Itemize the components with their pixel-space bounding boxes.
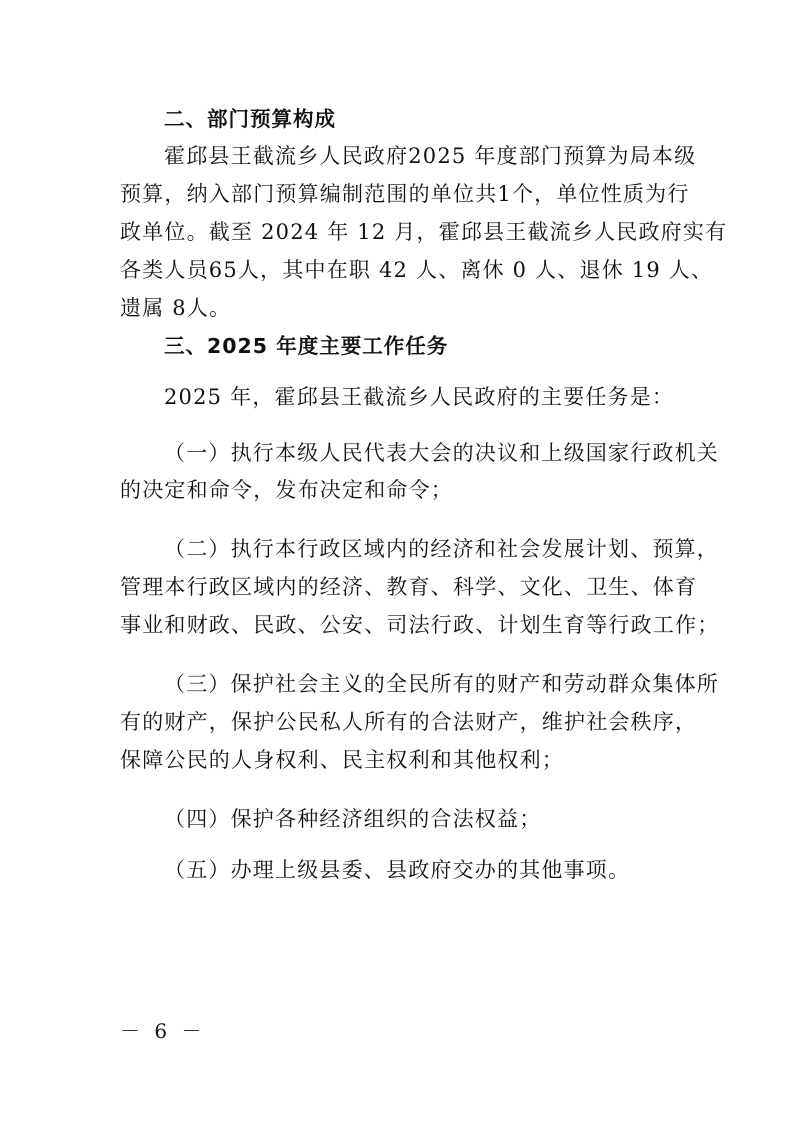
paragraph-line: 遗属 8人。 bbox=[120, 296, 232, 320]
task-item-1-line: 的决定和命令，发布决定和命令； bbox=[120, 478, 453, 502]
task-item-2-line: 管理本行政区域内的经济、教育、科学、文化、卫生、体育 bbox=[120, 575, 698, 599]
task-item-5-line: （五）办理上级县委、县政府交办的其他事项。 bbox=[164, 858, 631, 882]
section-heading-budget-structure: 二、部门预算构成 bbox=[164, 107, 336, 131]
paragraph-line: 政单位。截至 2024 年 12 月，霍邱县王截流乡人民政府实有 bbox=[120, 220, 728, 244]
task-item-2-line: （二）执行本行政区域内的经济和社会发展计划、预算， bbox=[164, 537, 719, 561]
paragraph-line: 霍邱县王截流乡人民政府2025 年度部门预算为局本级 bbox=[164, 144, 697, 168]
tasks-intro: 2025 年，霍邱县王截流乡人民政府的主要任务是： bbox=[164, 385, 675, 409]
paragraph-line: 预算，纳入部门预算编制范围的单位共1个，单位性质为行 bbox=[120, 182, 690, 206]
task-item-3-line: 保障公民的人身权利、民主权利和其他权利； bbox=[120, 748, 564, 772]
section-heading-main-tasks: 三、2025 年度主要工作任务 bbox=[164, 334, 449, 358]
task-item-2-line: 事业和财政、民政、公安、司法行政、计划生育等行政工作； bbox=[120, 613, 720, 637]
task-item-4-line: （四）保护各种经济组织的合法权益； bbox=[164, 807, 542, 831]
task-item-3-line: 有的财产，保护公民私人所有的合法财产，维护社会秩序， bbox=[120, 710, 698, 734]
task-item-3-line: （三）保护社会主义的全民所有的财产和劳动群众集体所 bbox=[164, 672, 719, 696]
paragraph-line: 各类人员65人，其中在职 42 人、离休 0 人、退休 19 人、 bbox=[120, 258, 714, 282]
task-item-1-line: （一）执行本级人民代表大会的决议和上级国家行政机关 bbox=[164, 441, 719, 465]
page-number: － 6 － bbox=[120, 1019, 206, 1043]
